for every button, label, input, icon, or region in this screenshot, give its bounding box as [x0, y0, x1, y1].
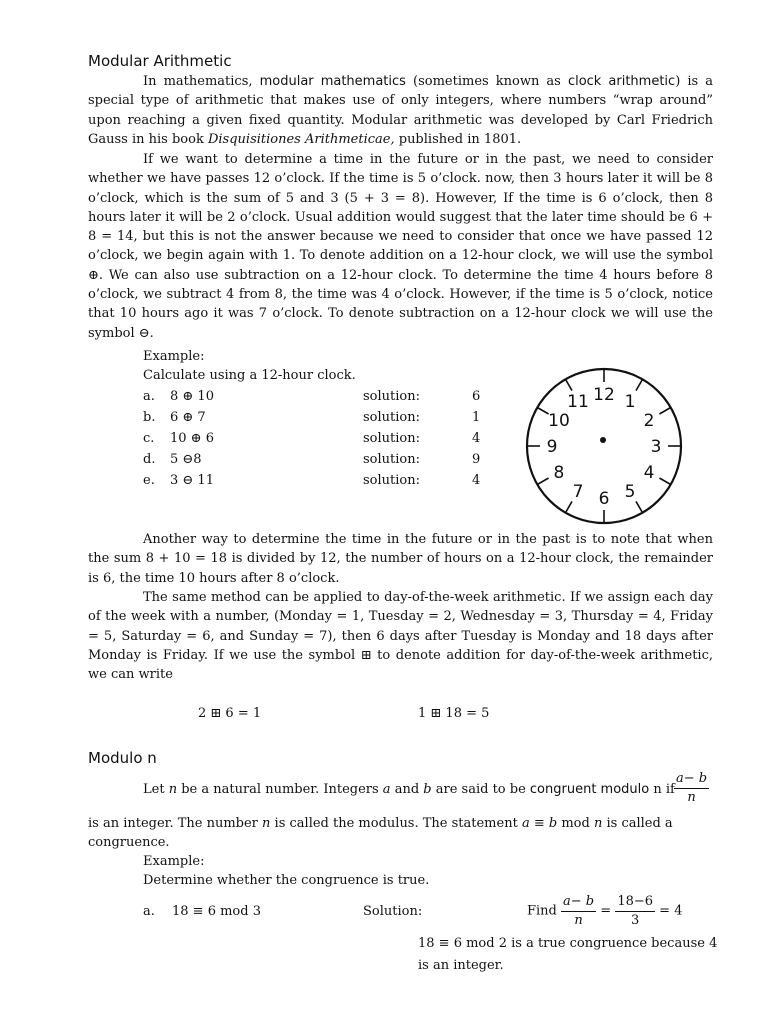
example-label: Example:: [143, 349, 205, 364]
example2-letter: a.: [143, 904, 155, 919]
text-run: In mathematics,: [143, 74, 260, 89]
fraction-1-denominator: n: [574, 913, 583, 928]
row-letter: a.: [143, 389, 155, 404]
clock-tick: [659, 408, 669, 414]
clock-number: 6: [598, 489, 610, 509]
example2-label: Example:: [143, 854, 205, 869]
clock-number: 12: [593, 385, 615, 405]
clock-number: 1: [624, 391, 636, 412]
fraction-numerator: a− b: [674, 770, 709, 789]
row-letter: c.: [143, 431, 155, 446]
row-answer: 9: [472, 452, 481, 467]
clock-tick: [636, 501, 642, 511]
fraction-2-numerator: 18−6: [615, 893, 655, 912]
var-n: n: [593, 816, 603, 831]
clock-numbers: [547, 385, 662, 509]
text-run: are said to be: [431, 782, 530, 797]
row-solution-label: solution:: [363, 431, 420, 446]
example2-solution-formula: [527, 893, 682, 930]
fraction-denominator: n: [687, 790, 696, 805]
row-answer: 1: [472, 410, 481, 425]
clock-tick: [659, 478, 669, 484]
text-run: and: [390, 782, 424, 797]
example-instruction: Calculate using a 12-hour clock.: [143, 368, 356, 383]
row-expression: 6 ⊕ 7: [170, 410, 206, 425]
definition-line-3: congruence.: [88, 835, 170, 850]
row-letter: e.: [143, 473, 155, 488]
fraction-2-denominator: 3: [631, 913, 640, 928]
text-run: is an integer. The number: [88, 816, 263, 831]
congruence-symbol: ≡: [533, 816, 545, 831]
row-solution-label: solution:: [363, 473, 420, 488]
row-solution-label: solution:: [363, 389, 420, 404]
example2-expression: 18 ≡ 6 mod 3: [172, 904, 261, 919]
row-letter: b.: [143, 410, 156, 425]
book-title: Disquisitiones Arithmeticae,: [207, 131, 395, 147]
row-answer: 4: [472, 431, 481, 446]
clock-number: 5: [624, 482, 636, 503]
text-run: published in 1801.: [394, 131, 522, 147]
definition-line-2: [88, 814, 713, 833]
var-b: b: [548, 816, 558, 831]
text-run: is called the modulus. The statement: [270, 816, 522, 831]
find-label: Find: [527, 903, 557, 919]
definition-fraction: [674, 770, 709, 807]
var-a: a: [521, 816, 530, 831]
fraction-1-numerator: a− b: [561, 893, 596, 912]
clock-number: 7: [572, 482, 584, 503]
text-run: (sometimes known as: [405, 74, 568, 89]
clock-number: 10: [548, 411, 570, 431]
example2-conclusion-line-2: is an integer.: [418, 958, 504, 973]
page-title: Modular Arithmetic: [88, 52, 232, 70]
term-modular-mathematics: modular mathematics: [259, 74, 406, 89]
var-n: n: [262, 816, 271, 831]
row-solution-label: solution:: [363, 410, 420, 425]
clock-number: 11: [567, 391, 589, 412]
equation-2: 1 ⊞ 18 = 5: [418, 706, 490, 721]
intro-paragraph-1: [88, 72, 713, 149]
section-title-modulo-n: Modulo n: [88, 749, 157, 767]
text-run: is called a: [602, 816, 673, 831]
row-expression: 3 ⊖ 11: [170, 473, 214, 488]
paragraph-remainder: Another way to determine the time in the future or in the past is to note that when the sum 8 + 10 = 18 is divided by 12, the number of hours on a 12-hour clock, the remainder is 6, the time 10 hours after 8 o’clock.: [88, 532, 713, 586]
row-expression: 5 ⊖8: [170, 452, 202, 467]
term-congruent-modulo: congruent modulo: [529, 782, 650, 797]
text-run: be a natural number. Integers: [177, 782, 383, 797]
var-b: b: [423, 782, 432, 797]
text-run: mod: [557, 816, 594, 831]
text-run: n if: [649, 782, 675, 797]
example2-conclusion-line-1: 18 ≡ 6 mod 2 is a true congruence because 4: [418, 936, 718, 951]
row-expression: 10 ⊕ 6: [170, 431, 214, 446]
result-value: = 4: [659, 903, 683, 919]
clock-face-illustration: [524, 366, 684, 526]
clock-tick: [538, 408, 548, 414]
clock-number: 3: [650, 437, 662, 457]
var-n: n: [168, 782, 178, 797]
equals-sign: =: [600, 903, 612, 919]
definition-line-1: [143, 780, 675, 799]
equation-1: 2 ⊞ 6 = 1: [198, 706, 262, 721]
intro-paragraph-2: If we want to determine a time in the future or in the past, we need to consider whether we have passes 12 o’clock. If the time is 5 o’clock. now, then 3 hours later it will be 8 o’clock, which is the sum of 5 and 3 (5 + 3 = 8). However, If the time is 6 o’clock, then 8 hours later it will be 2 o’clock. Usual addition would suggest that the later time should be 6 + 8 = 14, but this is not the answer because we need to consider that once we have passed 12 o’clock, we begin again with 1. To denote addition on a 12-hour clock, we will use the symbol ⊕. We can also use subtraction on a 12-hour clock. To determine the time 4 hours before 8 o’clock, we subtract 4 from 8, the time was 4 o’clock. However, if the time is 5 o’clock, notice that 10 hours ago it was 7 o’clock. To denote subtraction on a 12-hour clock we will use the symbol ⊖.: [88, 152, 713, 341]
clock-tick: [538, 478, 548, 484]
clock-tick: [566, 380, 572, 390]
clock-number: 2: [643, 411, 655, 431]
row-expression: 8 ⊕ 10: [170, 389, 214, 404]
clock-tick: [566, 501, 572, 511]
clock-center-dot: [600, 437, 606, 443]
clock-number: 4: [643, 463, 655, 483]
clock-tick: [636, 380, 642, 390]
row-answer: 4: [472, 473, 481, 488]
clock-number: 8: [553, 463, 565, 483]
row-answer: 6: [472, 389, 481, 404]
example2-solution-label: Solution:: [363, 904, 423, 919]
row-solution-label: solution:: [363, 452, 420, 467]
text-run: Let: [143, 782, 169, 797]
example2-instruction: Determine whether the congruence is true.: [143, 873, 430, 888]
text-run: ) is a special type of arithmetic that makes use of only integers, where numbers “wrap around” upon reaching a given fixed quantity. Modular arithmetic was developed by Carl Friedrich Gauss in his book: [88, 74, 714, 147]
var-a: a: [382, 782, 391, 797]
clock-number: 9: [546, 437, 558, 457]
term-clock-arithmetic: clock arithmetic: [567, 74, 676, 89]
row-letter: d.: [143, 452, 156, 467]
paragraph-day-of-week: The same method can be applied to day-of-the-week arithmetic. If we assign each day of the week with a number, (Monday = 1, Tuesday = 2, Wednesday = 3, Thursday = 4, Friday = 5, Saturday = 6, and Sunday = 7), then 6 days after Tuesday is Monday and 18 days after Monday is Friday. If we use the symbol ⊞ to denote addition for day-of-the-week arithmetic, we can write: [88, 590, 713, 683]
